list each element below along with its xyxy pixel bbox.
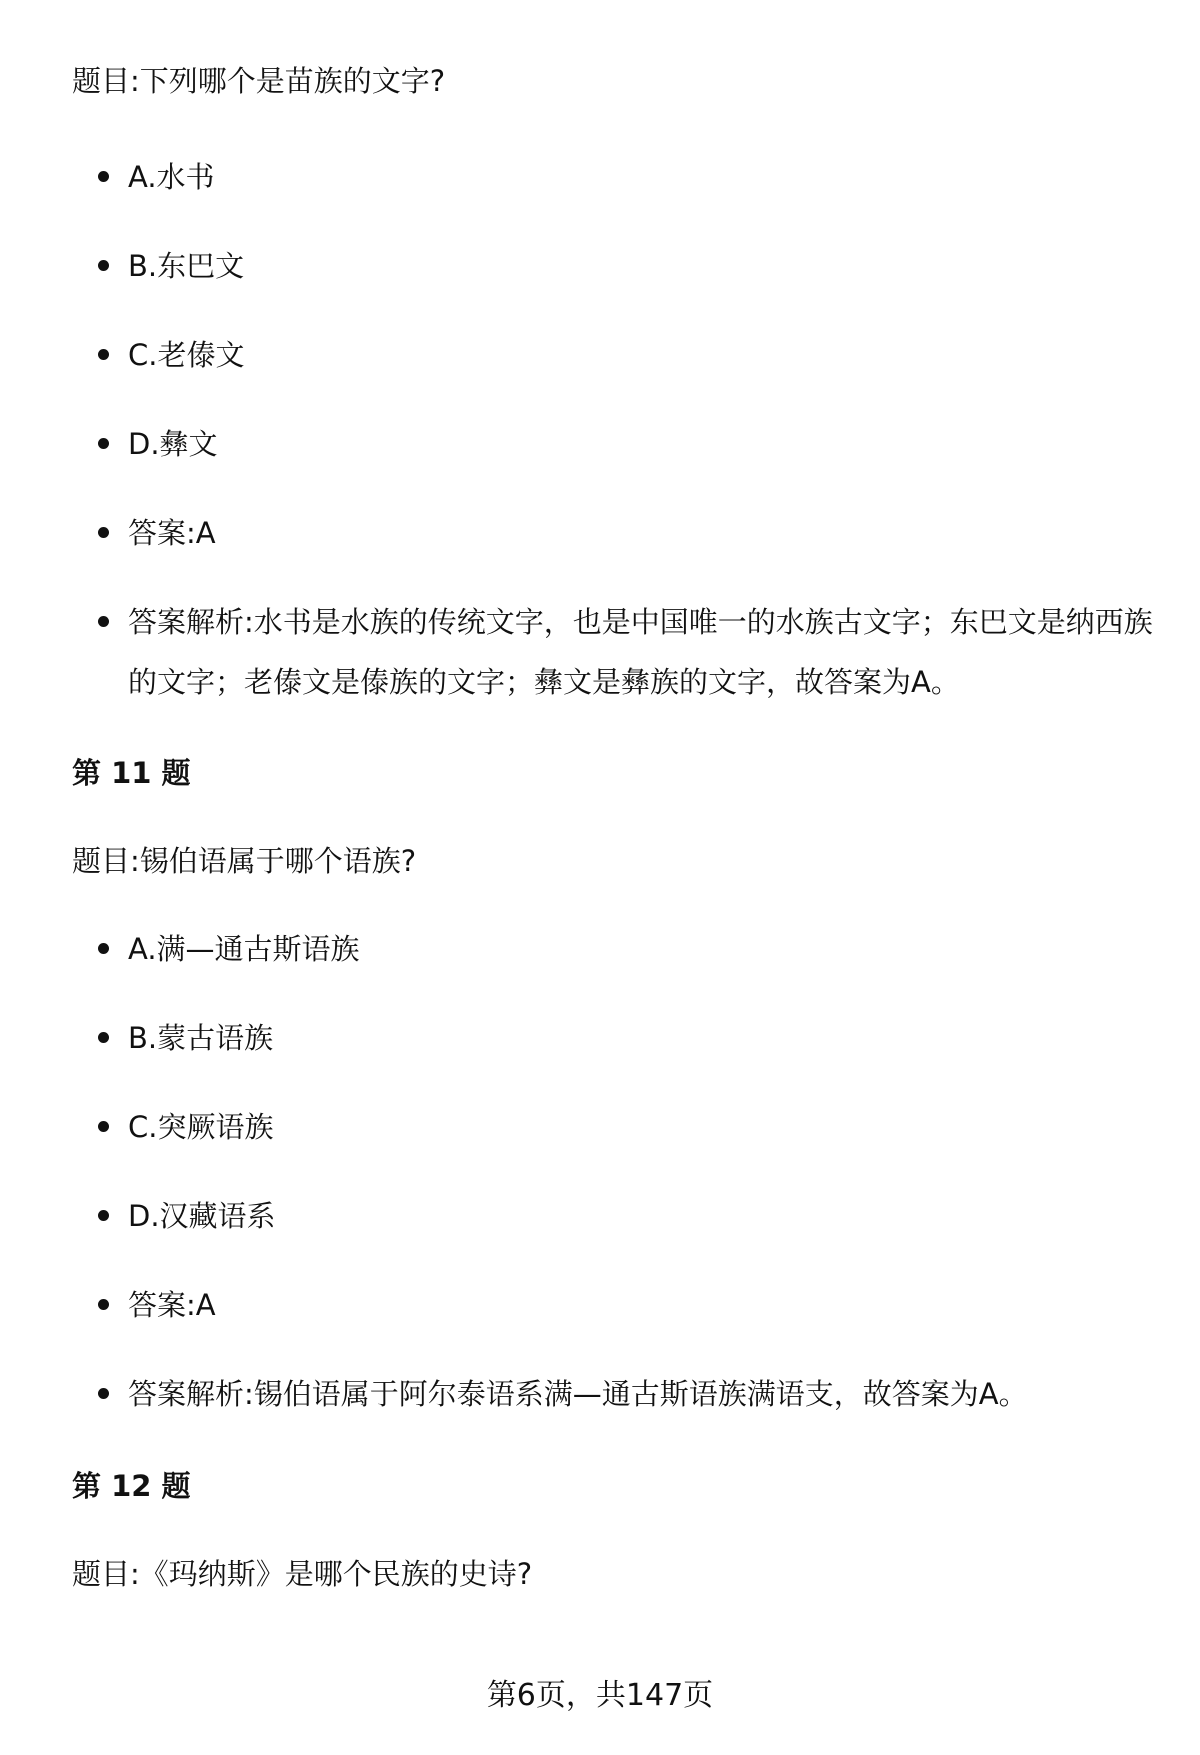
answer-explanation: 答案解析:锡伯语属于阿尔泰语系满—通古斯语族满语支，故答案为A。	[128, 1377, 1028, 1411]
bullet-icon	[98, 1210, 109, 1221]
bullet-icon	[98, 438, 109, 449]
option-b: B.东巴文	[128, 249, 245, 283]
bullet-icon	[98, 1121, 109, 1132]
bullet-icon	[98, 171, 109, 182]
question-heading: 第 11 题	[72, 756, 191, 790]
bullet-icon	[98, 349, 109, 360]
bullet-icon	[98, 616, 109, 627]
page-number-footer: 第6页，共147页	[486, 1678, 714, 1713]
answer-text: 答案:A	[128, 1288, 216, 1322]
option-d: D.汉藏语系	[128, 1199, 276, 1233]
question-text: 题目:锡伯语属于哪个语族?	[72, 844, 417, 878]
option-a: A.水书	[128, 160, 215, 194]
answer-text: 答案:A	[128, 516, 216, 550]
bullet-icon	[98, 1032, 109, 1043]
answer-explanation: 答案解析:水书是水族的传统文字，也是中国唯一的水族古文字；东巴文是纳西族的文字；老傣文是傣族的文字；彝文是彝族的文字，故答案为A。	[128, 605, 1153, 699]
option-c: C.突厥语族	[128, 1110, 274, 1144]
bullet-icon	[98, 1299, 109, 1310]
question-heading: 第 12 题	[72, 1469, 191, 1503]
option-b: B.蒙古语族	[128, 1021, 274, 1055]
question-text: 题目:《玛纳斯》是哪个民族的史诗?	[72, 1557, 533, 1591]
bullet-icon	[98, 1388, 109, 1399]
question-text: 题目:下列哪个是苗族的文字?	[72, 64, 446, 98]
bullet-icon	[98, 260, 109, 271]
option-c: C.老傣文	[128, 338, 245, 372]
option-a: A.满—通古斯语族	[128, 932, 360, 966]
bullet-icon	[98, 527, 109, 538]
bullet-icon	[98, 943, 109, 954]
option-d: D.彝文	[128, 427, 218, 461]
